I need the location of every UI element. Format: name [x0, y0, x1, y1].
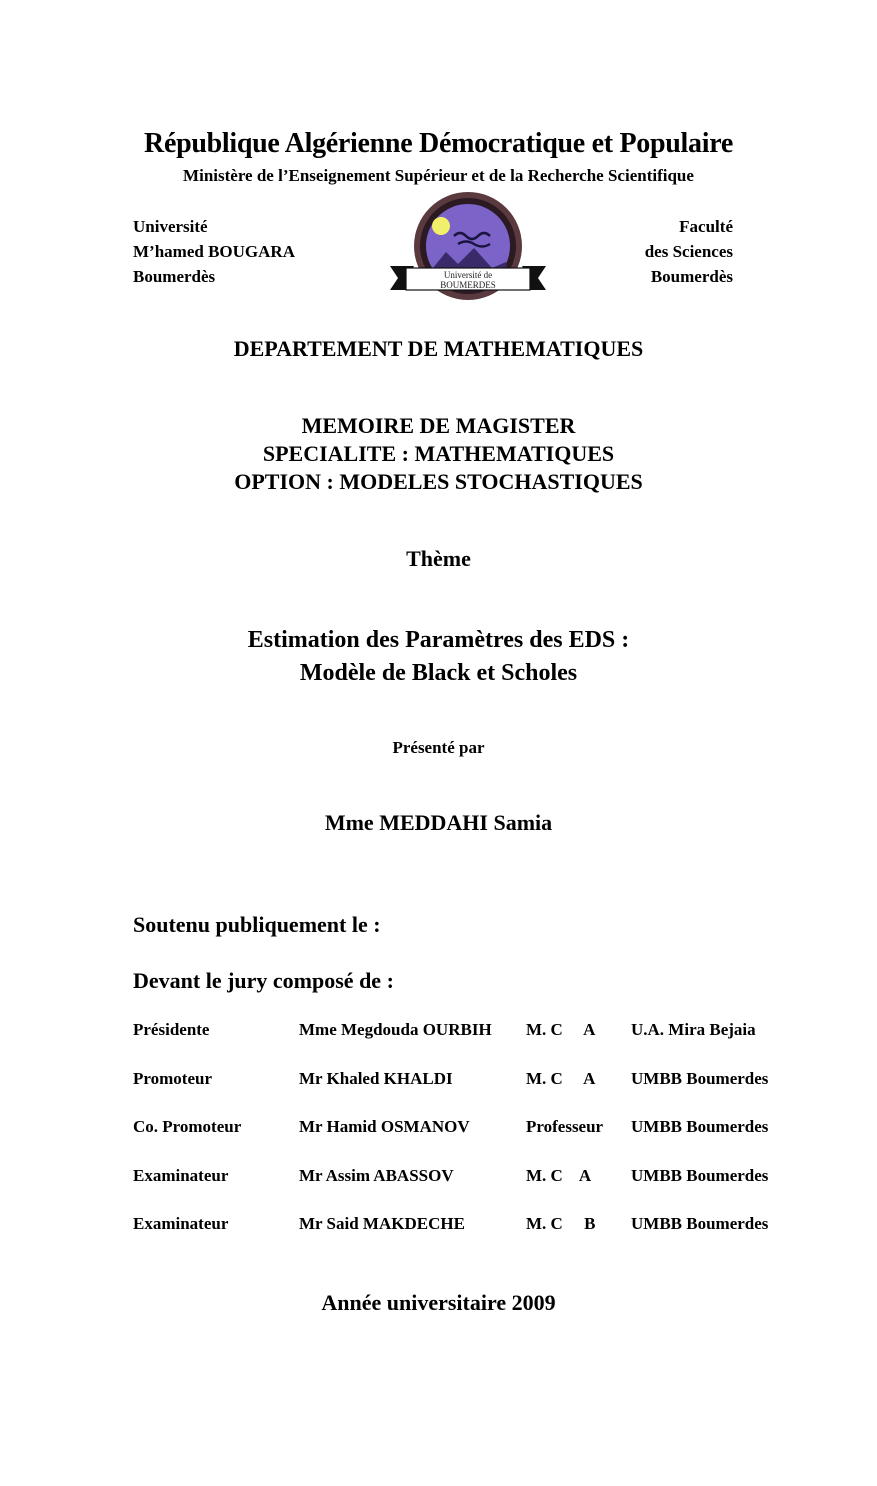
- memoire-line-3: OPTION : MODELES STOCHASTIQUES: [234, 469, 643, 494]
- topic-line-1: Estimation des Paramètres des EDS :: [247, 627, 630, 653]
- sun-icon: [432, 217, 450, 235]
- jury-institution: UMBB Boumerdes: [631, 1214, 769, 1233]
- jury-institution: UMBB Boumerdes: [631, 1165, 769, 1185]
- jury-institution: U.A. Mira Bejaia: [631, 1020, 756, 1039]
- jury-role: Co. Promoteur: [133, 1117, 242, 1136]
- faculty-line-3: Boumerdès: [650, 267, 733, 286]
- republic-title: République Algérienne Démocratique et Populaire: [144, 128, 733, 159]
- memoire-line-2: SPECIALITE : MATHEMATIQUES: [262, 441, 615, 466]
- jury-role: Examinateur: [133, 1165, 229, 1185]
- jury-role: Examinateur: [133, 1214, 229, 1233]
- jury-grade: Professeur: [526, 1117, 604, 1136]
- university-logo: [388, 192, 548, 310]
- jury-member-name: Mr Said MAKDECHE: [299, 1214, 465, 1233]
- university-line-2: M’hamed BOUGARA: [133, 242, 295, 261]
- jury-grade: M. C A: [526, 1020, 596, 1039]
- logo-banner-text-1: Université de: [443, 270, 493, 280]
- department-title: DEPARTEMENT DE MATHEMATIQUES: [233, 336, 644, 361]
- topic-line-2: Modèle de Black et Scholes: [299, 660, 578, 686]
- memoire-line-1: MEMOIRE DE MAGISTER: [301, 413, 576, 438]
- presented-by-label: Présenté par: [392, 738, 485, 757]
- jury-grade: M. C A: [526, 1165, 592, 1185]
- university-line-1: Université: [133, 217, 208, 236]
- jury-member-name: Mr Hamid OSMANOV: [299, 1117, 470, 1136]
- defense-label: Soutenu publiquement le :: [133, 912, 381, 937]
- jury-grade: M. C A: [526, 1068, 596, 1088]
- jury-member-name: Mr Assim ABASSOV: [299, 1165, 454, 1185]
- jury-role: Promoteur: [133, 1068, 212, 1088]
- jury-grade: M. C B: [526, 1214, 596, 1233]
- jury-title: Devant le jury composé de :: [133, 968, 394, 993]
- thesis-topic: [0, 624, 877, 690]
- faculty-block: [645, 214, 733, 289]
- author-name: Mme MEDDAHI Samia: [324, 810, 553, 835]
- university-block: [133, 214, 295, 289]
- theme-label: Thème: [406, 546, 471, 571]
- jury-role: Présidente: [133, 1020, 210, 1039]
- faculty-line-2: des Sciences: [644, 242, 733, 261]
- memoire-block: [0, 412, 877, 496]
- jury-institution: UMBB Boumerdes: [631, 1117, 769, 1136]
- ministry-title: Ministère de l’Enseignement Supérieur et de la Recherche Scientifique: [183, 166, 694, 185]
- logo-banner-text-2: BOUMERDES: [440, 280, 496, 290]
- jury-member-name: Mme Megdouda OURBIH: [299, 1020, 492, 1039]
- jury-institution: UMBB Boumerdes: [631, 1068, 769, 1088]
- jury-member-name: Mr Khaled KHALDI: [299, 1068, 453, 1088]
- university-line-3: Boumerdès: [133, 267, 216, 286]
- faculty-line-1: Faculté: [679, 217, 733, 236]
- academic-year: Année universitaire 2009: [321, 1290, 556, 1315]
